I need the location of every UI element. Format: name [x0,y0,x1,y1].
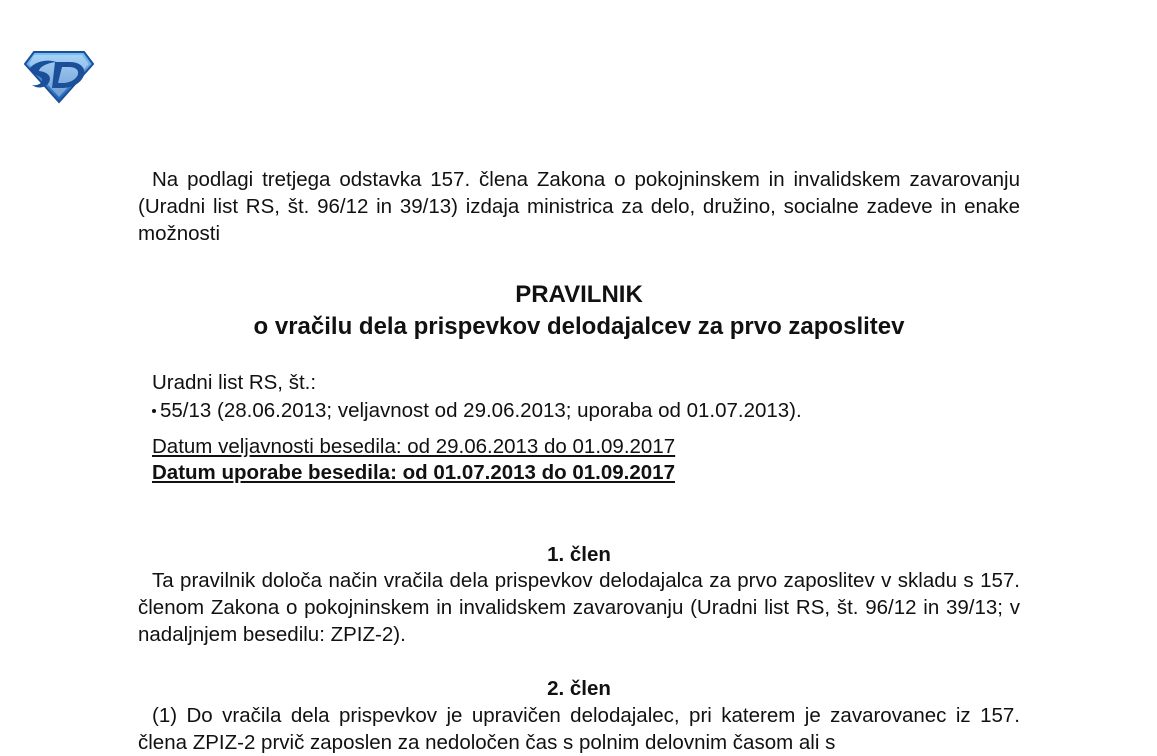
article-2-heading: 2. člen [547,677,611,700]
gazette-label: Uradni list RS, št.: [152,371,317,394]
application-date: Datum uporabe besedila: od 01.07.2013 do 01.09.2017 [152,461,675,484]
document-title: PRAVILNIK [515,281,643,308]
validity-dates [152,434,852,486]
gazette-reference-text: 55/13 (28.06.2013; veljavnost od 29.06.2013; uporaba od 01.07.2013). [160,399,802,422]
article-1-body: Ta pravilnik določa način vračila dela prispevkov delodajalca za prvo zaposlitev v skladu s 157. členom Zakona o pokojninskem in invalidskem zavarovanju (Uradni list RS, št. 96/12 in 39/13; v nadaljnjem besedilu: ZPIZ-2). [138,569,1020,646]
validity-date: Datum veljavnosti besedila: od 29.06.2013 do 01.09.2017 [152,435,676,458]
gazette-reference [152,397,1012,424]
bullet-icon [152,409,156,413]
document-subtitle: o vračilu dela prispevkov delodajalcev za prvo zaposlitev [253,313,905,340]
article-1-heading: 1. člen [547,543,611,566]
article-2-body: (1) Do vračila dela prispevkov je upravičen delodajalec, pri katerem je zavarovanec iz 157. člena ZPIZ-2 prvič zaposlen za nedoločen čas s polnim delovnim časom ali s [138,704,1020,754]
intro-paragraph: Na podlagi tretjega odstavka 157. člena Zakona o pokojninskem in invalidskem zavarovanju (Uradni list RS, št. 96/12 in 39/13) izdaja ministrica za delo, družino, socialne zadeve in enake možnosti [138,168,1020,245]
sd-logo [22,48,96,104]
